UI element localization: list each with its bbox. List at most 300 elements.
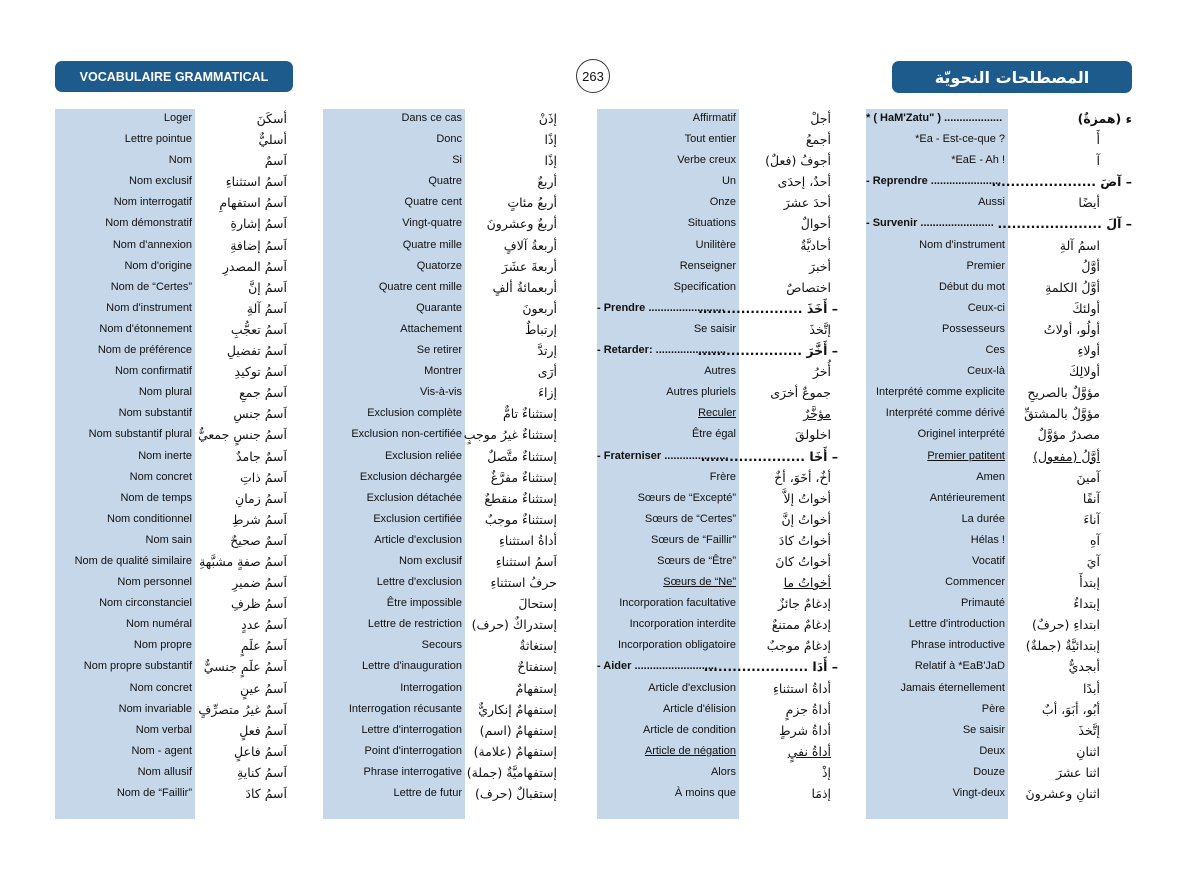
- glossary-row: [866, 762, 1132, 783]
- arabic-term: إدغامٌ ممتنعٌ: [771, 617, 831, 633]
- glossary-row: [55, 488, 293, 509]
- french-term: Attachement: [400, 322, 462, 335]
- glossary-row: [55, 340, 293, 361]
- french-term: Sœurs de “Être”: [657, 554, 736, 567]
- arabic-term: اَسمُ عددٍ: [241, 617, 287, 633]
- french-term: Relatif à *EaB'JaD: [914, 660, 1005, 673]
- arabic-term: اَسمُ إنَّ: [248, 279, 287, 295]
- glossary-row: [323, 403, 567, 424]
- french-term: Nom interrogatif: [113, 196, 192, 209]
- french-term: Montrer: [424, 365, 462, 378]
- arabic-term: اَسمُ المصدرِ: [222, 258, 287, 274]
- arabic-term: إستقبالٌ (حرف): [474, 786, 557, 801]
- arabic-term: إدغامٌ جائزٌ: [777, 596, 831, 612]
- french-term: Nom exclusif: [129, 175, 192, 188]
- glossary-row: [323, 656, 567, 677]
- french-term: Quatorze: [416, 259, 462, 272]
- french-term: Ceux-là: [967, 365, 1005, 378]
- glossary-row: [866, 192, 1132, 213]
- arabic-term: آمينَ: [1076, 469, 1100, 485]
- french-term: Vocatif: [971, 554, 1005, 567]
- arabic-term: إستثناءٌ منقطعٌ: [484, 490, 557, 506]
- arabic-term: أخبرَ: [809, 258, 831, 274]
- french-term: Interrogation récusante: [348, 702, 462, 715]
- french-term: Exclusion reliée: [384, 449, 462, 462]
- arabic-term: أداةُ شرطٍ: [779, 722, 831, 738]
- glossary-row: [866, 467, 1132, 488]
- glossary-row: [866, 361, 1132, 382]
- glossary-row: [866, 678, 1132, 699]
- french-term: Unilitère: [695, 238, 736, 251]
- french-term: Ces: [985, 344, 1005, 357]
- arabic-term: أخواتُ إنَّ: [781, 511, 831, 527]
- french-term: Exclusion certifiée: [373, 512, 462, 525]
- arabic-term: أحدَ عشرَ: [783, 195, 831, 211]
- arabic-term: اَسمٌ: [264, 153, 287, 169]
- glossary-row: [323, 213, 567, 234]
- arabic-term: اَسمٌ غيرُ متصرِّفٍ: [198, 701, 287, 717]
- arabic-term: إستفهامٌ (علامة): [473, 743, 557, 759]
- arabic-term: إستثناءٌ مفرَّغٌ: [490, 469, 557, 485]
- glossary-row: [597, 530, 838, 551]
- arabic-term: اَسمُ استثناءِ: [495, 553, 557, 569]
- glossary-row: [866, 382, 1132, 403]
- arabic-term: أربعةُ آلافٍ: [503, 237, 557, 253]
- glossary-row: [597, 467, 838, 488]
- glossary-row: [866, 150, 1132, 171]
- glossary-row: [55, 614, 293, 635]
- glossary-row: [55, 403, 293, 424]
- glossary-row: [55, 551, 293, 572]
- french-term: Quatre cent mille: [378, 280, 462, 293]
- glossary-row: [55, 656, 293, 677]
- french-term: Nom propre: [133, 639, 192, 652]
- arabic-term: آ: [1096, 153, 1100, 169]
- glossary-row: [597, 509, 838, 530]
- arabic-term: اسمُ آلةِ: [1059, 237, 1100, 253]
- glossary-row: [323, 150, 567, 171]
- glossary-row: [55, 235, 293, 256]
- glossary-row: [323, 171, 567, 192]
- glossary-row: [55, 762, 293, 783]
- glossary-row: [597, 256, 838, 277]
- arabic-term: أرَى: [537, 364, 557, 380]
- glossary-row: [323, 572, 567, 593]
- section-heading-row: [866, 171, 1132, 192]
- arabic-term: أخواتُ إلاَّ: [783, 490, 831, 506]
- glossary-column-3: [323, 108, 567, 804]
- arabic-term: آيَ: [1086, 553, 1100, 569]
- glossary-row: [866, 277, 1132, 298]
- french-term: Nom démonstratif: [105, 217, 192, 230]
- french-term: Article de condition: [643, 723, 736, 736]
- french-term: Premier patitent: [927, 449, 1005, 462]
- glossary-row: [597, 741, 838, 762]
- arabic-term: اَسمُ إشارةِ: [230, 216, 287, 232]
- glossary-row: [55, 171, 293, 192]
- arabic-term: إستثناءٌ موجبٌ: [484, 511, 557, 527]
- glossary-row: [323, 192, 567, 213]
- arabic-term: إستفهامٌ (اسم): [479, 722, 557, 738]
- glossary-row: [55, 593, 293, 614]
- arabic-term: أوَّلُ (مفعول): [1033, 448, 1100, 464]
- arabic-term: اَسمٌ جامدٌ: [235, 448, 287, 464]
- glossary-row: [597, 551, 838, 572]
- arabic-term: اَسمُ كنايةِ: [237, 764, 287, 780]
- french-term: Quatre mille: [402, 238, 462, 251]
- arabic-term: اَسمُ جنسِ: [233, 406, 287, 422]
- arabic-term: اثنانِ وعشرونَ: [1025, 786, 1100, 801]
- french-term: Secours: [421, 639, 462, 652]
- glossary-row: [55, 572, 293, 593]
- french-term: Originel interprété: [917, 428, 1005, 441]
- french-term: Article d'exclusion: [648, 681, 736, 694]
- french-term: Sœurs de “Certes”: [644, 512, 736, 525]
- section-heading-arabic: – آلَ ......................: [997, 216, 1132, 232]
- arabic-term: أخواتُ ما: [783, 575, 831, 591]
- french-term: Nom de qualité similaire: [74, 554, 192, 567]
- glossary-row: [866, 319, 1132, 340]
- glossary-row: [323, 593, 567, 614]
- section-heading-french: - Retarder: .......................: [597, 344, 726, 357]
- french-term: Amen: [976, 470, 1005, 483]
- glossary-column-2: [597, 108, 838, 804]
- french-term: Nom d'instrument: [919, 238, 1005, 251]
- arabic-term: آناءَ: [1083, 511, 1100, 527]
- glossary-row: [866, 635, 1132, 656]
- french-term: Tout entier: [684, 133, 736, 146]
- french-term: Quatre: [428, 175, 462, 188]
- french-term: Nom exclusif: [399, 554, 462, 567]
- arabic-term: ابتداءِ (حرفٌ): [1032, 617, 1100, 633]
- french-term: Nom substantif: [118, 407, 192, 420]
- french-term: Deux: [979, 744, 1005, 757]
- glossary-row: [323, 509, 567, 530]
- arabic-term: اَسمُ استثناءِ: [225, 174, 287, 190]
- arabic-term: اخلولقَ: [794, 427, 831, 443]
- glossary-row: [55, 530, 293, 551]
- french-term: Specification: [673, 280, 736, 293]
- french-term: Loger: [163, 112, 192, 124]
- french-term: Onze: [709, 196, 736, 209]
- glossary-row: [55, 467, 293, 488]
- glossary-row: [55, 720, 293, 741]
- arabic-term: أبدًا: [1083, 680, 1100, 696]
- arabic-term: إستفهامٌ: [515, 680, 557, 696]
- arabic-term: اَسمُ صفةٍ مشبَّهةِ: [199, 553, 287, 569]
- french-term: Nom conditionnel: [107, 512, 192, 525]
- glossary-row: [597, 424, 838, 445]
- section-heading-row: [597, 298, 838, 319]
- glossary-row: [866, 614, 1132, 635]
- french-term: Nom de préférence: [97, 344, 192, 357]
- glossary-row: [55, 382, 293, 403]
- french-term: Lettre pointue: [124, 133, 192, 146]
- glossary-column-1: [866, 108, 1132, 804]
- french-term: Phrase interrogative: [363, 765, 462, 778]
- french-term: Être impossible: [386, 597, 462, 610]
- french-term: Nom allusif: [137, 765, 192, 778]
- glossary-row: [323, 699, 567, 720]
- glossary-row: [323, 235, 567, 256]
- french-term: Nom concret: [129, 470, 192, 483]
- glossary-row: [323, 530, 567, 551]
- french-term: Autres: [704, 365, 736, 378]
- glossary-row: [866, 593, 1132, 614]
- arabic-term: أربعةَ عشَرَ: [501, 258, 557, 274]
- glossary-row: [323, 277, 567, 298]
- glossary-row: [323, 741, 567, 762]
- french-term: Nom inerte: [138, 449, 192, 462]
- arabic-term: آهِ: [1089, 532, 1100, 548]
- section-title-french: VOCABULAIRE GRAMMATICAL: [55, 61, 293, 92]
- arabic-term: أولاءِ: [1077, 343, 1100, 359]
- arabic-term: إذمَا: [811, 786, 831, 801]
- french-term: Point d'interrogation: [364, 744, 462, 757]
- arabic-term: إستفهامٌ إنكاريٌّ: [478, 701, 557, 717]
- french-term: Interrogation: [400, 681, 462, 694]
- glossary-row: [323, 635, 567, 656]
- french-term: Père: [981, 702, 1005, 715]
- glossary-row: [323, 467, 567, 488]
- glossary-row: [597, 783, 838, 804]
- french-term: Primauté: [960, 597, 1005, 610]
- french-term: Nom substantif plural: [88, 428, 192, 441]
- arabic-term: إذْ: [821, 764, 831, 780]
- arabic-term: اَسمُ فاعلٍ: [234, 743, 287, 759]
- french-term: Début du mot: [938, 280, 1005, 293]
- section-heading-french: - Reprendre .......................: [866, 175, 1002, 188]
- arabic-term: اَسمُ زمانِ: [235, 490, 287, 506]
- glossary-row: [55, 319, 293, 340]
- french-term: Ceux-ci: [967, 301, 1005, 314]
- french-term: Nom d'instrument: [106, 301, 192, 314]
- glossary-row: [55, 509, 293, 530]
- section-heading-arabic: – آضَ ......................: [991, 174, 1132, 190]
- arabic-term: مؤوَّلٌ بالمشتقِّ: [1024, 406, 1100, 422]
- glossary-column-4: [55, 108, 293, 804]
- arabic-term: أداةُ استثناءِ: [499, 532, 557, 548]
- arabic-term: إدغامٌ موجبٌ: [766, 638, 831, 654]
- arabic-term: إرتباطٌ: [524, 321, 557, 337]
- french-term: Nom de temps: [120, 491, 192, 504]
- arabic-term: أبجديٌّ: [1068, 659, 1100, 675]
- section-heading-row: [866, 213, 1132, 234]
- glossary-row: [323, 446, 567, 467]
- arabic-term: أربعٌ: [537, 174, 557, 190]
- arabic-term: أحوالٌ: [800, 216, 831, 232]
- glossary-row: [55, 741, 293, 762]
- glossary-row: [55, 192, 293, 213]
- arabic-term: أربعمائةُ ألفٍ: [492, 279, 557, 295]
- arabic-term: إزاءَ: [538, 385, 557, 401]
- glossary-row: [866, 129, 1132, 150]
- glossary-row: [597, 213, 838, 234]
- arabic-term: أسليٌّ: [258, 132, 287, 148]
- glossary-row: [597, 593, 838, 614]
- french-term: Nom concret: [129, 681, 192, 694]
- arabic-term: أخواتُ كانَ: [775, 553, 831, 569]
- arabic-term: اَسمُ تعجُّبِ: [230, 321, 287, 337]
- arabic-term: اَسمُ تفضيلِ: [226, 343, 287, 359]
- section-heading-arabic: – أَدَا ......................: [703, 659, 838, 675]
- french-term: Reculer: [698, 407, 736, 420]
- glossary-row: [866, 720, 1132, 741]
- arabic-term: إتَّخذَ: [1078, 722, 1100, 738]
- french-term: Autres pluriels: [666, 386, 736, 399]
- arabic-term: اَسمُ فعلٍ: [239, 722, 287, 738]
- french-term: Article d'élision: [662, 702, 736, 715]
- section-heading-arabic: – أَخَّرَ ......................: [697, 343, 838, 359]
- glossary-row: [55, 783, 293, 804]
- section-heading-row: [866, 108, 1132, 129]
- french-term: Nom plural: [138, 386, 192, 399]
- french-term: *EaE - Ah !: [951, 154, 1005, 167]
- arabic-term: أسكَنَ: [256, 111, 287, 126]
- arabic-term: إستغاثةٌ: [519, 638, 557, 654]
- french-term: Hélas !: [970, 533, 1005, 546]
- glossary-row: [323, 551, 567, 572]
- arabic-term: اَسمُ شرطِ: [231, 511, 287, 527]
- french-term: Lettre d'introduction: [908, 618, 1005, 631]
- arabic-term: إرتدَّ: [537, 343, 557, 359]
- french-term: Sœurs de “Faillir”: [651, 533, 736, 546]
- glossary-row: [55, 108, 293, 129]
- french-term: Un: [721, 175, 736, 188]
- glossary-row: [866, 551, 1132, 572]
- glossary-row: [55, 256, 293, 277]
- glossary-row: [597, 129, 838, 150]
- section-heading-arabic: – أَخَا ......................: [700, 448, 838, 464]
- french-term: Nom invariable: [118, 702, 192, 715]
- french-term: Nom verbal: [135, 723, 192, 736]
- french-term: La durée: [961, 512, 1005, 525]
- french-term: Nom - agent: [131, 744, 192, 757]
- french-term: Quatre cent: [404, 196, 462, 209]
- glossary-row: [55, 635, 293, 656]
- glossary-row: [55, 213, 293, 234]
- glossary-row: [866, 446, 1132, 467]
- arabic-term: أربعٌ وعشرونَ: [486, 216, 557, 232]
- glossary-row: [597, 361, 838, 382]
- french-term: Exclusion détachée: [366, 491, 462, 504]
- glossary-row: [323, 319, 567, 340]
- arabic-term: اثنانِ: [1076, 743, 1100, 759]
- section-heading-french: - Fraterniser .....................: [597, 449, 729, 462]
- glossary-row: [55, 298, 293, 319]
- arabic-term: أداةُ استثناءِ: [773, 680, 831, 696]
- french-term: Frère: [709, 470, 736, 483]
- glossary-row: [55, 424, 293, 445]
- arabic-term: إبتدأَ: [1079, 575, 1100, 591]
- arabic-term: إستثناءٌ متَّصلٌ: [487, 448, 557, 464]
- arabic-term: إبتداءٌ: [1073, 596, 1100, 612]
- french-term: Incorporation interdite: [629, 618, 736, 631]
- french-term: Sœurs de “Ne”: [663, 576, 736, 589]
- arabic-term: إبتدائيَّةٌ (جملةٌ): [1025, 638, 1100, 654]
- glossary-row: [597, 572, 838, 593]
- french-term: Vingt-deux: [952, 787, 1005, 799]
- page-number: 263: [576, 59, 610, 93]
- arabic-term: أولالِكَ: [1069, 364, 1100, 380]
- arabic-term: أجوفُ (فعلٌ): [765, 153, 831, 169]
- arabic-term: اَسمُ ظرفِ: [230, 596, 287, 612]
- glossary-row: [597, 277, 838, 298]
- french-term: Affirmatif: [692, 112, 736, 124]
- arabic-term: جموعٌ أخرَى: [770, 385, 831, 401]
- section-heading-french: * ( HaM'Zatu" ) ...................: [866, 112, 1003, 124]
- french-term: Exclusion déchargée: [359, 470, 462, 483]
- arabic-term: مصدرٌ مؤوَّلٌ: [1037, 427, 1100, 443]
- french-term: Phrase introductive: [910, 639, 1005, 652]
- french-term: Nom sain: [145, 533, 192, 546]
- french-term: Nom de “Faillir”: [116, 787, 192, 799]
- arabic-term: أخواتُ كادَ: [778, 532, 831, 548]
- arabic-term: اَسمُ علَمٍ جنسيٌّ: [203, 659, 287, 675]
- arabic-term: أربعونَ: [522, 300, 557, 316]
- glossary-row: [597, 319, 838, 340]
- french-term: Dans ce cas: [401, 112, 462, 124]
- arabic-term: اَسمُ عينٍ: [240, 680, 287, 696]
- glossary-row: [55, 150, 293, 171]
- arabic-term: أخٌ، أخَوَ، أخٌ: [774, 469, 831, 485]
- arabic-term: إستدراكٌ (حرف): [471, 617, 557, 633]
- arabic-term: أجمعُ: [805, 132, 831, 148]
- arabic-term: اختصاصٌ: [786, 279, 831, 295]
- french-term: Lettre de futur: [393, 787, 462, 799]
- french-term: Si: [452, 154, 462, 167]
- french-term: Antérieurement: [929, 491, 1005, 504]
- section-heading-arabic: – أَخَذَ ......................: [698, 300, 838, 316]
- french-term: Sœurs de “Excepté”: [637, 491, 736, 504]
- section-heading-row: [597, 446, 838, 467]
- arabic-term: إستثناءٌ تامٌّ: [503, 406, 557, 422]
- arabic-term: أيضًا: [1078, 195, 1100, 211]
- arabic-term: أربعُ مئاتٍ: [507, 195, 557, 211]
- glossary-row: [323, 256, 567, 277]
- arabic-term: أداةُ جزمٍ: [785, 701, 831, 717]
- glossary-row: [597, 235, 838, 256]
- french-term: Nom: [168, 154, 192, 167]
- french-term: Se saisir: [962, 723, 1005, 736]
- glossary-row: [597, 108, 838, 129]
- glossary-row: [597, 762, 838, 783]
- french-term: Commencer: [945, 576, 1005, 589]
- glossary-row: [323, 678, 567, 699]
- glossary-row: [597, 192, 838, 213]
- arabic-term: اَسمُ إضافةِ: [230, 237, 287, 253]
- french-term: Exclusion non-certifiée: [351, 428, 462, 441]
- glossary-row: [55, 129, 293, 150]
- section-title-arabic: المصطلحات النحويّة: [892, 61, 1132, 93]
- french-term: Verbe creux: [677, 154, 736, 167]
- arabic-term: أولُو، أولاتُ: [1043, 321, 1100, 337]
- arabic-term: إذًا: [544, 153, 557, 169]
- french-term: Nom circonstanciel: [99, 597, 192, 610]
- glossary-row: [323, 424, 567, 445]
- arabic-term: إستفهاميَّةٌ (جملة): [466, 764, 557, 780]
- arabic-term: اَسمُ كادَ: [245, 786, 287, 801]
- arabic-term: أَ: [1096, 132, 1100, 148]
- glossary-row: [597, 403, 838, 424]
- arabic-term: أجلْ: [810, 111, 831, 126]
- section-heading-french: - Survenir ........................: [866, 217, 994, 230]
- glossary-row: [866, 340, 1132, 361]
- glossary-row: [866, 699, 1132, 720]
- glossary-row: [323, 783, 567, 804]
- glossary-row: [597, 488, 838, 509]
- section-heading-french: - Prendre .........................: [597, 301, 725, 314]
